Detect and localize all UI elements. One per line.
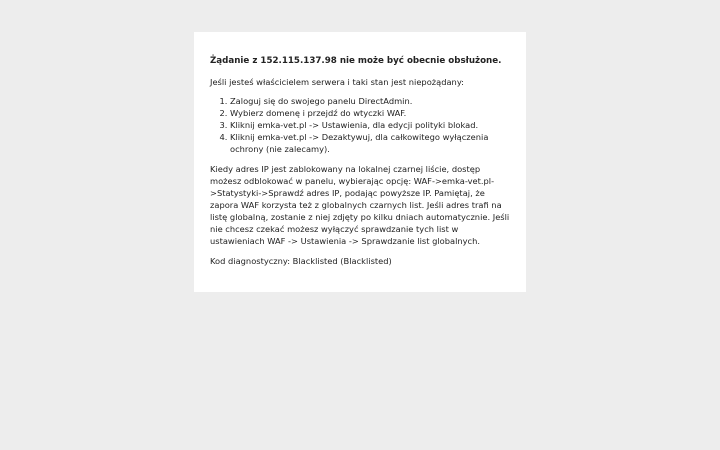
error-title: Żądanie z 152.115.137.98 nie może być obecnie obsłużone. xyxy=(210,56,502,66)
steps-list xyxy=(210,95,510,155)
list-item: 4. Kliknij emka-vet.pl -> Dezaktywuj, dla całkowitego wyłączenia ochrony (nie zalecamy). xyxy=(230,131,510,155)
intro-text: Jeśli jesteś właścicielem serwera i taki stan jest niepożądany: xyxy=(210,77,464,87)
explanation-text: Kiedy adres IP jest zablokowany na lokalnej czarnej liście, dostęp możesz odblokować w panelu, wybierając opcję: WAF->emka-vet.pl->Statystyki->Sprawdź adres IP, podając powyższe IP. Pamiętaj, że zapora WAF korzysta też z globalnych czarnych list. Jeśli adres trafi na listę globalną, zostanie z niej zdjęty po kilku dniach automatycznie. Jeśli nie chcesz czekać możesz wyłączyć sprawdzanie tych list w ustawieniach WAF -> Ustawienia -> Sprawdzanie list globalnych. xyxy=(210,164,510,246)
list-item: 3. Kliknij emka-vet.pl -> Ustawienia, dla edycji polityki blokad. xyxy=(230,119,510,131)
list-item: 1. Zaloguj się do swojego panelu DirectAdmin. xyxy=(230,95,510,107)
list-item: 2. Wybierz domenę i przejdź do wtyczki WAF. xyxy=(230,107,510,119)
error-card xyxy=(194,32,526,292)
diagnostic-code: Kod diagnostyczny: Blacklisted (Blacklisted) xyxy=(210,256,392,266)
